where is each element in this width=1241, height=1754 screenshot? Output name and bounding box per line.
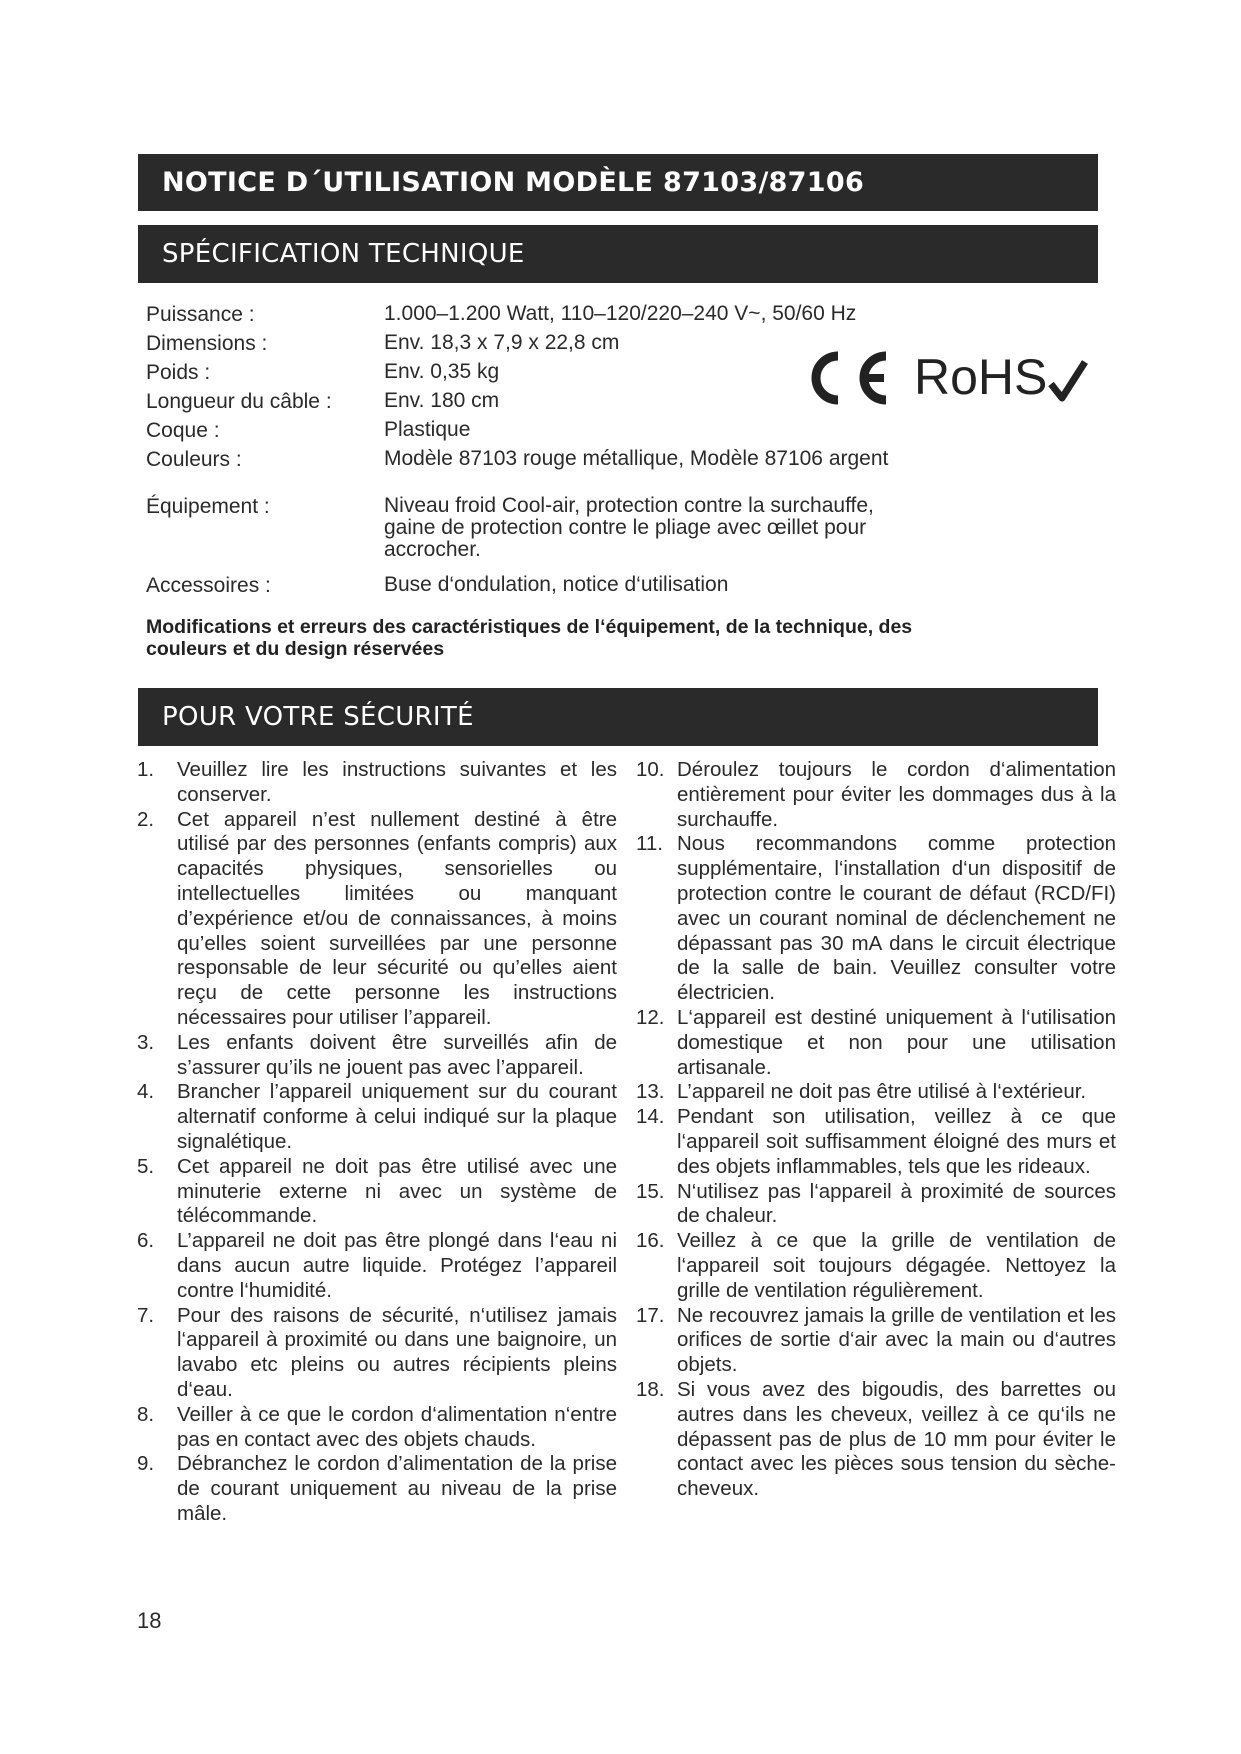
spec-value: Env. 180 cm [384,389,500,412]
list-item [137,808,617,1031]
item-number: 8. [137,1402,155,1426]
spec-value: 1.000–1.200 Watt, 110–120/220–240 V~, 50/60 Hz [384,302,857,325]
safety-heading-text: POUR VOTRE SÉCURITÉ [162,702,474,732]
list-item [137,1031,617,1081]
list-item [636,1304,1116,1378]
item-number: 6. [137,1229,155,1253]
page-number: 18 [137,1608,162,1633]
list-item [636,1378,1116,1502]
specification-heading [138,225,1098,283]
certification-logos [802,344,1102,414]
item-number: 11. [636,832,663,856]
document-title-text: NOTICE D´UTILISATION MODÈLE 87103/87106 [162,167,865,198]
item-number: 14. [636,1105,665,1129]
item-number: 7. [137,1303,155,1327]
item-text: Si vous avez des bigoudis, des barrettes ou autres dans les cheveux, veillez à ce qu‘ils ne dépassent pas de plus de 10 mm pour éviter le contact avec les pièces sous tension du sèche-cheveux. [677,1377,1116,1501]
item-number: 15. [636,1179,665,1203]
item-text: Pour des raisons de sécurité, n‘utilisez jamais l‘appareil à proximité ou dans une baignoire, un lavabo etc pleins ou autres récipients pleins d‘eau. [177,1303,617,1401]
safety-heading [138,688,1098,746]
spec-label: Couleurs : [146,448,242,471]
specification-heading-text: SPÉCIFICATION TECHNIQUE [162,239,525,269]
item-number: 18. [636,1377,665,1401]
rohs-label: RoHS [914,349,1048,405]
list-item [137,1155,617,1229]
list-item [137,1452,617,1526]
spec-label: Longueur du câble : [146,390,332,413]
item-text: Débranchez le cordon d’alimentation de la prise de courant uniquement au niveau de la prise mâle. [177,1452,617,1525]
spec-label: Poids : [146,361,211,384]
item-text: N‘utilisez pas l‘appareil à proximité de sources de chaleur. [677,1179,1116,1228]
item-number: 13. [636,1080,665,1104]
item-text: Pendant son utilisation, veillez à ce que l‘appareil soit suffisamment éloigné des murs et des objets inflammables, tels que les rideaux. [677,1105,1116,1178]
item-number: 2. [137,807,155,831]
item-number: 5. [137,1154,155,1178]
list-item [137,1304,617,1403]
list-item [636,832,1116,1006]
item-number: 12. [636,1005,665,1029]
spec-label: Dimensions : [146,332,268,355]
specification-disclaimer: Modifications et erreurs des caractéristiques de l‘équipement, de la technique, des couleurs et du design réservées [146,616,913,660]
item-text: Nous recommandons comme protection supplémentaire, l‘installation d‘un dispositif de protection contre le courant de défaut (RCD/FI) avec un courant nominal de déclenchement ne dépassant pas 30 mA dans le circuit électrique de la salle de bain. Veuillez consulter votre électricien. [677,832,1116,1005]
list-item [137,1080,617,1154]
item-text: L’appareil ne doit pas être plongé dans l‘eau ni dans aucun autre liquide. Protégez l’appareil contre l‘humidité. [177,1229,617,1302]
item-number: 10. [636,758,665,781]
safety-list-right [636,758,1116,1502]
item-text: Ne recouvrez jamais la grille de ventilation et les orifices de sortie d‘air avec la main ou d‘autres objets. [677,1303,1116,1377]
ce-mark-icon [802,348,894,408]
item-text: Les enfants doivent être surveillés afin de s’assurer qu’ils ne jouent pas avec l’appareil. [177,1030,617,1079]
list-item [636,758,1116,832]
spec-value: Env. 0,35 kg [384,360,500,383]
checkmark-icon [1048,358,1088,402]
item-number: 16. [636,1229,665,1253]
spec-value: Env. 18,3 x 7,9 x 22,8 cm [384,331,620,354]
item-text: Veillez à ce que la grille de ventilation de l‘appareil soit toujours dégagée. Nettoyez la grille de ventilation régulièrement. [677,1229,1116,1302]
item-number: 9. [137,1452,155,1476]
item-text: Veuillez lire les instructions suivantes et les conserver. [177,758,617,806]
list-item [636,1105,1116,1179]
item-number: 3. [137,1030,155,1054]
item-text: L’appareil ne doit pas être utilisé à l‘extérieur. [677,1080,1087,1104]
list-item [636,1080,1116,1105]
item-text: Déroulez toujours le cordon d‘alimentation entièrement pour éviter les dommages dus à la surchauffe. [677,758,1116,831]
list-item [636,1006,1116,1080]
list-item [636,1229,1116,1303]
spec-label: Accessoires : [146,574,271,597]
item-number: 17. [636,1303,665,1327]
item-text: Brancher l’appareil uniquement sur du courant alternatif conforme à celui indiqué sur la plaque signalétique. [177,1080,617,1153]
spec-label: Puissance : [146,303,255,326]
item-number: 4. [137,1080,155,1104]
safety-list-left [137,758,617,1527]
spec-value: Plastique [384,418,471,441]
spec-label: Coque : [146,419,220,442]
item-text: L‘appareil est destiné uniquement à l‘utilisation domestique et non pour une utilisation artisanale. [677,1005,1116,1079]
list-item [137,758,617,808]
document-title [138,154,1098,211]
spec-value: Niveau froid Cool-air, protection contre la surchauffe, gaine de protection contre le pliage avec œillet pour accrocher. [384,494,874,561]
list-item [137,1403,617,1453]
spec-label: Équipement : [146,495,270,518]
item-number: 1. [137,758,155,781]
list-item [137,1229,617,1303]
item-text: Veiller à ce que le cordon d‘alimentation n‘entre pas en contact avec des objets chauds. [177,1402,617,1451]
spec-value: Buse d‘ondulation, notice d‘utilisation [384,573,729,596]
item-text: Cet appareil ne doit pas être utilisé avec une minuterie externe ni avec un système de télécommande. [177,1154,617,1228]
list-item [636,1180,1116,1230]
spec-value: Modèle 87103 rouge métallique, Modèle 87106 argent [384,447,889,470]
item-text: Cet appareil n’est nullement destiné à être utilisé par des personnes (enfants compris) aux capacités physiques, sensorielles ou intellectuelles limitées ou manquant d’expérience et/ou de connaissances, à moins qu’elles soient surveillées par une personne responsable de leur sécurité ou qu’elles aient reçu de cette personne les instructions nécessaires pour utiliser l’appareil. [177,807,617,1029]
